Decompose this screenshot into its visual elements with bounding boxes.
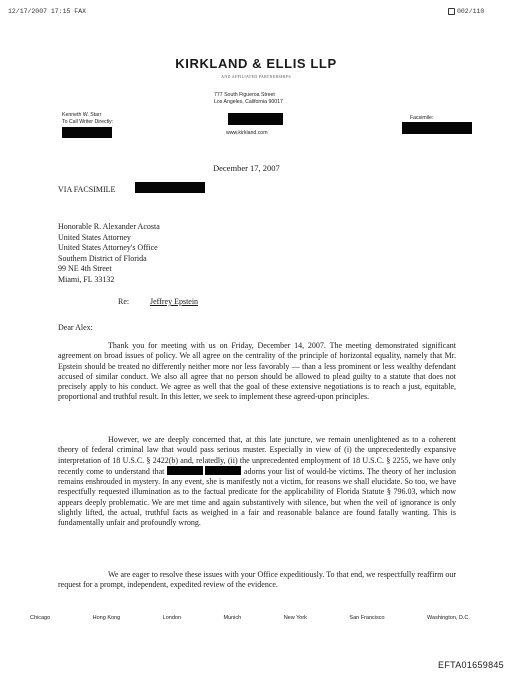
office-item: San Francisco — [349, 615, 385, 621]
firm-address — [214, 92, 283, 106]
paragraph-2-text-b: adorns your list of would-be victims. The theory of her inclusion remains enshrouded in mystery. In any event, she is manifestly not a victim, for reasons we shall elucidate. So too, we have respectfully requested illumination as to the factual predicate for the applicability of Florida Statute § 796.03, which now appears deeply problematic. We are met time and again substantively with silence, but when the veil of ignorance is only slightly lifted, the actual, truthful facts as weighed in a fair and reasonable balance are found fatally wanting. This is fundamentally unfair and profoundly wrong. — [58, 466, 457, 528]
recipient-line: United States Attorney's Office — [58, 243, 158, 252]
office-item: New York — [283, 615, 307, 621]
office-item: Chicago — [30, 615, 51, 621]
redaction-via — [135, 182, 205, 193]
re-label: Re: — [118, 297, 130, 306]
firm-name: KIRKLAND & ELLIS LLP — [175, 56, 337, 71]
sender-contact-label: To Call Writer Directly: — [62, 119, 114, 125]
redaction-name-1 — [167, 466, 203, 475]
firm-subtitle: AND AFFILIATED PARTNERSHIPS — [221, 74, 291, 79]
paragraph-2 — [58, 435, 456, 529]
sender-name: Kenneth W. Starr — [62, 112, 102, 118]
office-item: London — [162, 615, 182, 621]
recipient-line: Miami, FL 33132 — [58, 274, 115, 284]
recipient-block — [58, 222, 160, 285]
office-item: Washington, D.C. — [427, 615, 470, 621]
recipient-line: 99 NE 4th Street — [58, 264, 112, 273]
salutation: Dear Alex: — [58, 323, 93, 332]
paragraph-2-text-a: However, we are deeply concerned that, at this late juncture, we remain unenlightened as to a coherent theory of federal criminal law that would pass serious muster. Especially in view of (i) the unprecedentedly expansive interpretation of 18 U.S.C. § 2422(b) and, relatedly, (ii) the unprecedented employment of 18 U.S.C. § 2255, we have only recently come to understand that — [58, 435, 456, 476]
redaction-name-2 — [205, 466, 241, 475]
paragraph-1 — [58, 341, 456, 403]
address-line-1: 777 South Figueroa Street — [214, 92, 275, 98]
redaction-phone — [62, 127, 112, 138]
recipient-line: Honorable R. Alexander Acosta — [58, 222, 160, 231]
re-subject: Jeffrey Epstein — [150, 297, 199, 306]
paragraph-3-text: We are eager to resolve these issues with your Office expeditiously. To that end, we respectfully reaffirm our request for a prompt, independent, expedited review of the evidence. — [58, 570, 456, 590]
address-line-2: Los Angeles, California 90017 — [214, 99, 283, 105]
recipient-line: Southern District of Florida — [58, 253, 147, 263]
via-facsimile: VIA FACSIMILE — [58, 185, 116, 194]
fax-header-left: 12/17/2007 17:15 FAX — [8, 8, 87, 15]
fax-page-number: 002/110 — [457, 8, 485, 16]
bates-number: EFTA01659845 — [438, 660, 504, 670]
letter-date: December 17, 2007 — [213, 163, 280, 173]
facsimile-label: Facsimile: — [410, 115, 434, 121]
office-list — [30, 615, 470, 621]
fax-header-right — [448, 8, 484, 15]
recipient-line: United States Attorney — [58, 232, 131, 242]
redaction-center — [228, 113, 283, 125]
office-item: Munich — [223, 615, 242, 621]
paragraph-1-text: Thank you for meeting with us on Friday, December 14, 2007. The meeting demonstrated significant agreement on broad issues of policy. We all agree on the centrality of the principle of horizontal equality, namely that Mr. Epstein should be treated no differently neither more nor less favorably — than a less prominent or less wealthy defendant accused of similar conduct. We also all agree that no person should be allowed to plead guilty to a statute that does not precisely apply to his conduct. We agree as well that the goal of these extensive negotiations is to reach a just, equitable, proportional and truthful result. In this letter, we seek to implement these agreed-upon principles. — [58, 341, 456, 402]
sender-block — [62, 112, 113, 126]
redaction-fax-number — [402, 122, 472, 134]
firm-website: www.kirkland.com — [226, 130, 268, 136]
paragraph-3 — [58, 570, 456, 591]
fax-page-icon — [448, 8, 455, 15]
office-item: Hong Kong — [92, 615, 121, 621]
